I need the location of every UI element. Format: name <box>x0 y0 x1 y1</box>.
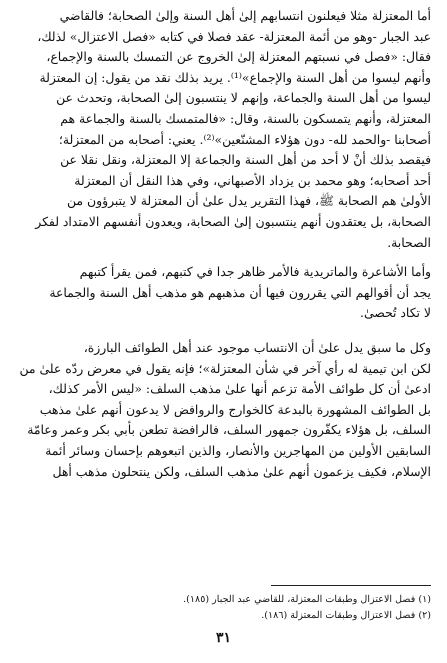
text-line: الأولىٰ هم الصحابة ﷺ، فهذا التقرير يدل علىٰ أن المعتزلة لا يتبرؤون من <box>67 193 431 209</box>
footnote-2: (٢) فصل الاعتزال وطبقات المعتزلة (١٨٦). <box>261 610 431 621</box>
paragraph-mutazila <box>16 6 431 253</box>
text-line: الصحابة، بل يعتقدون أنهم ينتسبون إلىٰ الصحابة، ويعدون أنفسهم الامتداد لفكر <box>35 213 431 229</box>
text-line: ادعىٰ أن كل طوائف الأمة تزعم أنها علىٰ مذهب السلف: «ليس الأمر كذلك، <box>48 381 431 397</box>
text-line: أحد أصحابه؛ وهو محمد بن يزداد الأصبهاني، وفي هذا النقل أن المعتزلة <box>74 172 431 188</box>
text-line: أما المعتزلة مثلا فيعلنون انتسابهم إلىٰ أهل السنة وإلىٰ الصحابة؛ فالقاضي <box>59 8 431 23</box>
footnote-divider <box>271 585 431 586</box>
text-line: لا تكاد تُحصىٰ. <box>360 305 431 321</box>
text-line: فقال: «فصل في نسبتهم المعتزلة إلىٰ الخروج عن التمسك بالسنة والإجماع، <box>46 49 431 65</box>
text-line: وأنهم ليسوا من أهل السنة والإجماع»⁽¹⁾. يريد بذلك نقد من يقول: إن المعتزلة <box>39 69 431 85</box>
text-line: المعتزلة، وأنهم يتمسكون بالسنة، وقال: «فالمتمسك بالسنة والجماعة هم <box>60 110 431 126</box>
paragraph-ibn-taymiyya <box>16 338 431 482</box>
text-line: أصحابنا -والحمد لله- دون هؤلاء المشنّعين»⁽²⁾. يعني: أصحابه من المعتزلة؛ <box>58 131 431 147</box>
text-line: السابقين الأولين من المهاجرين والأنصار، والذين اتبعوهم بإحسان وسائر أئمة <box>45 442 431 458</box>
footnote-1: (١) فصل الاعتزال وطبقات المعتزلة، للقاضي عبد الجبار (١٨٥). <box>183 594 431 605</box>
paragraph-ashaira <box>16 262 431 324</box>
text-line: الصحابة. <box>387 234 431 250</box>
text-line: لكن ابن تيمية له رأي آخر في شأن المعتزلة»؛ فإنه يقول في معرض ردّه علىٰ من <box>19 360 431 376</box>
text-line: ليسوا من أهل السنة والجماعة، وإنهم لا ينتسبون إلىٰ الصحابة، وتحدث عن <box>56 90 431 106</box>
text-line: وكل ما سبق يدل علىٰ أن الانتساب موجود عند أهل الطوائف البارزة، <box>83 340 431 355</box>
text-line: السلف، بل هؤلاء يكفّرون جمهور السلف، فالرافضة تطعن بأبي بكر وعمر وعامّة <box>27 422 431 438</box>
text-line: عبد الجبار -وهو من أئمة المعتزلة- عقد فصلا في كتابه «فصل الاعتزال» لذلك، <box>37 28 431 44</box>
text-line: فيقصد بذلك أنْ لا أحد من أهل السنة والجماعة إلا المعتزلة، ونقل نقلا عن <box>60 152 431 168</box>
text-line: وأما الأشاعرة والماتريدية فالأمر ظاهر جدا في كتبهم، فمن يقرأ كتبهم <box>79 264 431 279</box>
text-line: الإسلام، فكيف يزعمون أنهم علىٰ مذهب السلف، ولكن ينتحلون مذهب أهل <box>52 463 431 479</box>
text-line: يجد أن أقوالهم التي يقررون فيها أن مذهبهم هو مذهب أهل السنة والجماعة <box>49 284 431 300</box>
page-number: ٣١ <box>215 630 232 646</box>
footnotes <box>16 592 431 624</box>
text-line: بل الطوائف المشهورة بالبدعة كالخوارج والروافض لا يدعون أنهم علىٰ مذهب <box>39 401 431 417</box>
